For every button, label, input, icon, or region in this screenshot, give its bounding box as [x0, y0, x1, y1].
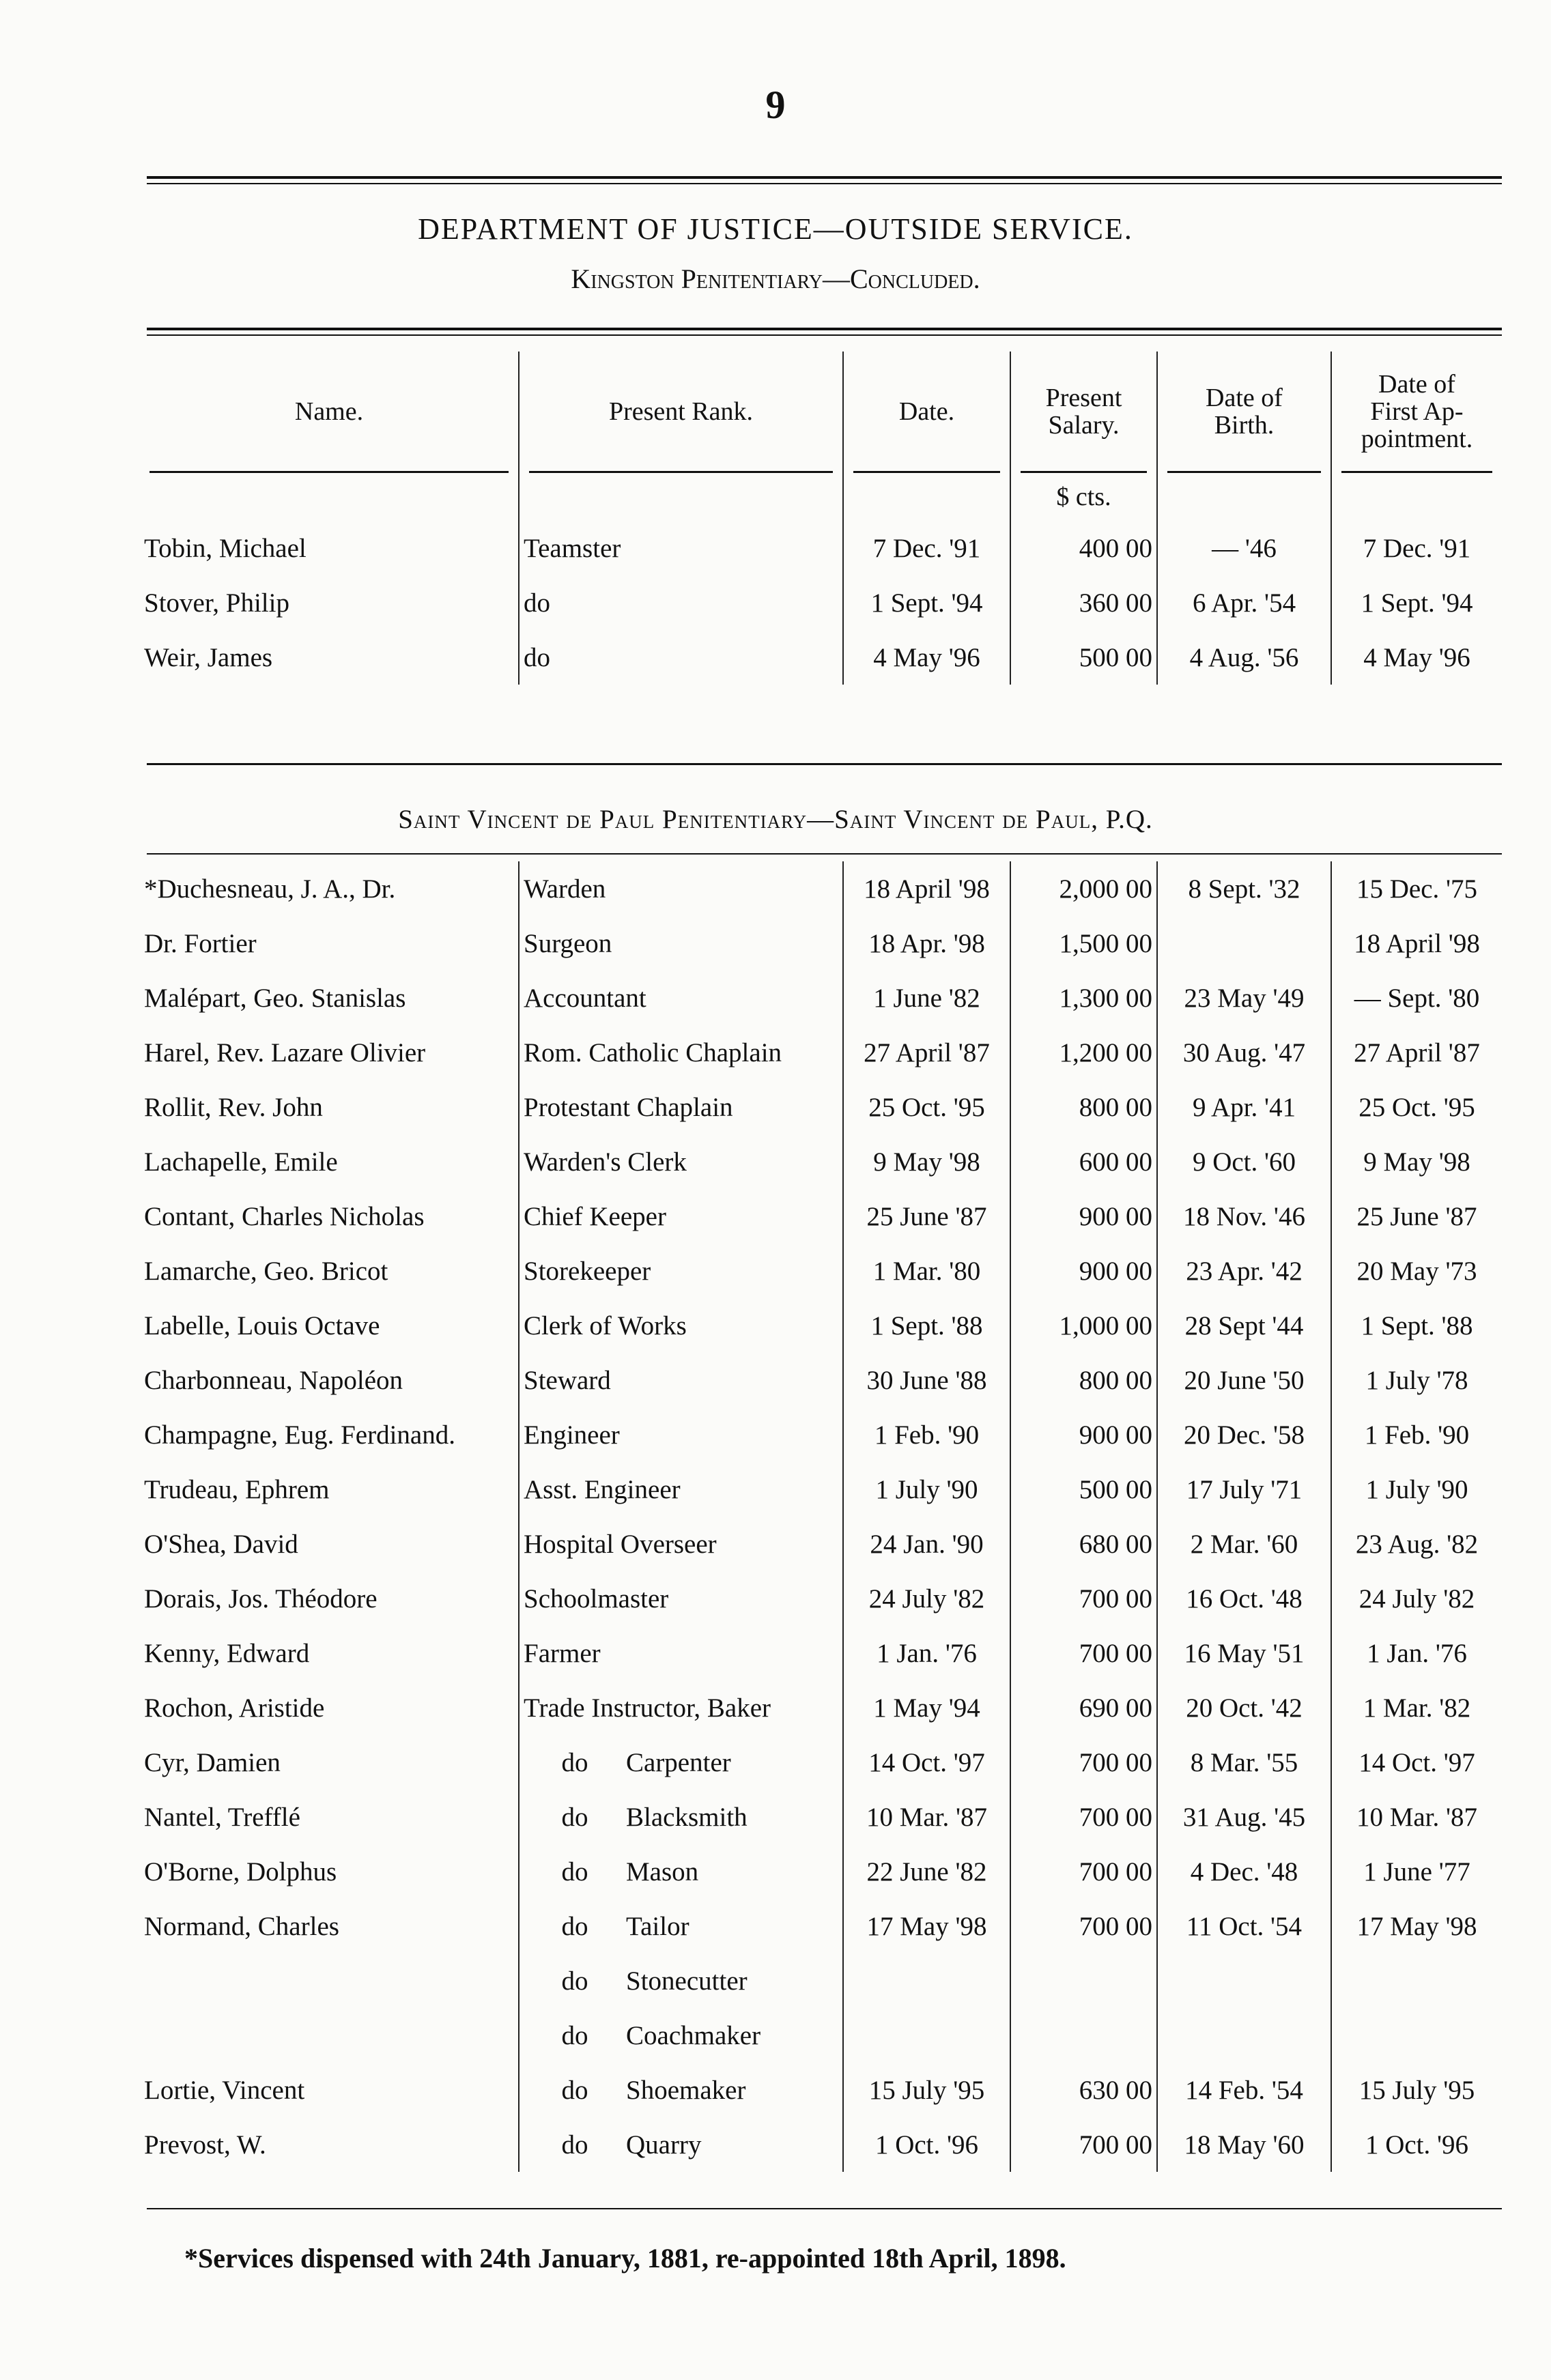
kingston-rows: [140, 521, 1502, 685]
rank-cell: do: [519, 630, 843, 685]
salary-cell: 400 00: [1010, 521, 1157, 575]
birth-cell: 20 June '50: [1157, 1353, 1331, 1407]
appointment-cell: 1 Oct. '96: [1331, 2117, 1502, 2172]
salary-cell: [1010, 1953, 1157, 2008]
salary-cell: 500 00: [1010, 630, 1157, 685]
svdp-table: [140, 861, 1502, 2172]
col-header-name: Name.: [294, 397, 364, 426]
rank-cell: Farmer: [519, 1626, 843, 1680]
rank-cell: [519, 2117, 843, 2172]
rank-trade: Coachmaker: [626, 2020, 761, 2050]
rank-trade: Quarry: [626, 2130, 702, 2160]
rank-cell: [519, 1844, 843, 1899]
birth-cell: 17 July '71: [1157, 1462, 1331, 1517]
salary-cell: 700 00: [1010, 1844, 1157, 1899]
top-rule-thick: [147, 176, 1502, 179]
birth-cell: 20 Oct. '42: [1157, 1680, 1331, 1735]
date-cell: 1 Feb. '90: [843, 1407, 1010, 1462]
name-cell: Normand, Charles: [144, 1911, 339, 1941]
date-cell: 1 July '90: [843, 1462, 1010, 1517]
table-row: [140, 1134, 1502, 1189]
name-cell: O'Shea, David: [144, 1529, 298, 1559]
rank-cell: Warden: [519, 861, 843, 916]
kingston-table: [140, 352, 1502, 685]
name-cell: Lamarche, Geo. Bricot: [144, 1256, 388, 1286]
table-row: [140, 2117, 1502, 2172]
appointment-cell: 1 Sept. '88: [1331, 1298, 1502, 1353]
salary-cell: 1,000 00: [1010, 1298, 1157, 1353]
appointment-cell: 15 Dec. '75: [1331, 861, 1502, 916]
appointment-cell: 20 May '73: [1331, 1244, 1502, 1298]
rank-ditto: do: [561, 2075, 588, 2105]
birth-header-line2: Birth.: [1214, 410, 1275, 440]
salary-cell: 700 00: [1010, 1571, 1157, 1626]
col-header-birth: [1157, 352, 1331, 471]
salary-cell: 1,300 00: [1010, 971, 1157, 1025]
table-row: [140, 2008, 1502, 2063]
appointment-cell: 1 July '78: [1331, 1353, 1502, 1407]
salary-cell: 800 00: [1010, 1353, 1157, 1407]
appointment-cell: 10 Mar. '87: [1331, 1790, 1502, 1844]
birth-cell: 18 Nov. '46: [1157, 1189, 1331, 1244]
date-cell: 1 Sept. '88: [843, 1298, 1010, 1353]
rank-ditto: do: [561, 1966, 588, 1996]
footnote: *Services dispensed with 24th January, 1881, re-appointed 18th April, 1898.: [184, 2243, 1066, 2274]
rank-cell: do: [519, 575, 843, 630]
name-cell: Champagne, Eug. Ferdinand.: [144, 1420, 455, 1450]
name-cell: Rollit, Rev. John: [144, 1092, 323, 1122]
name-cell: Nantel, Trefflé: [144, 1802, 300, 1832]
rank-ditto: do: [561, 1856, 588, 1887]
birth-cell: [1157, 2008, 1331, 2063]
name-cell: Cyr, Damien: [144, 1747, 281, 1777]
name-cell: Kenny, Edward: [144, 1638, 310, 1668]
birth-cell: 6 Apr. '54: [1157, 575, 1331, 630]
date-cell: 24 July '82: [843, 1571, 1010, 1626]
birth-cell: 8 Mar. '55: [1157, 1735, 1331, 1790]
salary-cell: 700 00: [1010, 1790, 1157, 1844]
date-cell: 15 July '95: [843, 2063, 1010, 2117]
salary-cell: 630 00: [1010, 2063, 1157, 2117]
rank-cell: [519, 1953, 843, 2008]
table-row: [140, 971, 1502, 1025]
appointment-cell: 1 Mar. '82: [1331, 1680, 1502, 1735]
salary-units: $ cts.: [1010, 473, 1157, 521]
svdp-top-rule: [147, 853, 1502, 855]
date-cell: 24 Jan. '90: [843, 1517, 1010, 1571]
name-cell: Trudeau, Ephrem: [144, 1474, 330, 1504]
salary-cell: 700 00: [1010, 1626, 1157, 1680]
appointment-cell: 25 Oct. '95: [1331, 1080, 1502, 1134]
rank-cell: Trade Instructor, Baker: [519, 1680, 843, 1735]
table-row: [140, 1189, 1502, 1244]
table-row: [140, 861, 1502, 916]
appointment-cell: 17 May '98: [1331, 1899, 1502, 1953]
name-cell: *Duchesneau, J. A., Dr.: [144, 874, 396, 904]
appointment-cell: 24 July '82: [1331, 1571, 1502, 1626]
rank-cell: [519, 2063, 843, 2117]
salary-cell: 900 00: [1010, 1407, 1157, 1462]
rank-trade: Blacksmith: [626, 1802, 748, 1832]
col-header-salary: [1010, 352, 1157, 471]
rank-ditto: do: [561, 1802, 588, 1832]
date-cell: 14 Oct. '97: [843, 1735, 1010, 1790]
rank-cell: Protestant Chaplain: [519, 1080, 843, 1134]
table-row: [140, 1517, 1502, 1571]
table-row: [140, 1735, 1502, 1790]
rank-cell: Asst. Engineer: [519, 1462, 843, 1517]
bottom-rule: [147, 2208, 1502, 2209]
date-cell: 1 Jan. '76: [843, 1626, 1010, 1680]
birth-cell: 9 Oct. '60: [1157, 1134, 1331, 1189]
appointment-cell: 14 Oct. '97: [1331, 1735, 1502, 1790]
page-subtitle: Kingston Penitentiary—Concluded.: [571, 263, 980, 294]
date-cell: 7 Dec. '91: [843, 521, 1010, 575]
salary-cell: 1,200 00: [1010, 1025, 1157, 1080]
appointment-cell: 1 Feb. '90: [1331, 1407, 1502, 1462]
birth-cell: 23 Apr. '42: [1157, 1244, 1331, 1298]
birth-cell: 8 Sept. '32: [1157, 861, 1331, 916]
name-cell: Prevost, W.: [144, 2130, 266, 2160]
salary-cell: 360 00: [1010, 575, 1157, 630]
date-cell: 27 April '87: [843, 1025, 1010, 1080]
table-row: [140, 1626, 1502, 1680]
date-cell: 1 Mar. '80: [843, 1244, 1010, 1298]
appointment-cell: 9 May '98: [1331, 1134, 1502, 1189]
rank-cell: Warden's Clerk: [519, 1134, 843, 1189]
salary-cell: 1,500 00: [1010, 916, 1157, 971]
table-row: [140, 1462, 1502, 1517]
name-cell: Dorais, Jos. Théodore: [144, 1583, 378, 1614]
rank-cell: Hospital Overseer: [519, 1517, 843, 1571]
salary-header-line1: Present: [1045, 383, 1122, 412]
date-cell: 22 June '82: [843, 1844, 1010, 1899]
rank-cell: Steward: [519, 1353, 843, 1407]
date-cell: 1 Sept. '94: [843, 575, 1010, 630]
top-rule-thin: [147, 183, 1502, 184]
appointment-cell: 1 July '90: [1331, 1462, 1502, 1517]
birth-header-line1: Date of: [1206, 383, 1283, 412]
date-cell: 10 Mar. '87: [843, 1790, 1010, 1844]
name-cell: Weir, James: [144, 642, 273, 672]
birth-cell: 28 Sept '44: [1157, 1298, 1331, 1353]
rank-trade: Shoemaker: [626, 2075, 746, 2105]
table-row: [140, 1080, 1502, 1134]
appointment-cell: 4 May '96: [1331, 630, 1502, 685]
rank-cell: Storekeeper: [519, 1244, 843, 1298]
salary-cell: 800 00: [1010, 1080, 1157, 1134]
table-row: [140, 1353, 1502, 1407]
birth-cell: 23 May '49: [1157, 971, 1331, 1025]
date-cell: 17 May '98: [843, 1899, 1010, 1953]
date-cell: 1 June '82: [843, 971, 1010, 1025]
rank-cell: Engineer: [519, 1407, 843, 1462]
appointment-cell: 1 Jan. '76: [1331, 1626, 1502, 1680]
name-cell: Lortie, Vincent: [144, 2075, 305, 2105]
salary-cell: 700 00: [1010, 2117, 1157, 2172]
birth-cell: 4 Dec. '48: [1157, 1844, 1331, 1899]
name-cell: Lachapelle, Emile: [144, 1147, 338, 1177]
salary-cell: 600 00: [1010, 1134, 1157, 1189]
table-row: [140, 1407, 1502, 1462]
appointment-cell: 23 Aug. '82: [1331, 1517, 1502, 1571]
appointment-cell: 25 June '87: [1331, 1189, 1502, 1244]
rank-cell: [519, 1790, 843, 1844]
salary-cell: 680 00: [1010, 1517, 1157, 1571]
name-cell: Harel, Rev. Lazare Olivier: [144, 1037, 426, 1067]
name-cell: Contant, Charles Nicholas: [144, 1201, 425, 1231]
birth-cell: [1157, 916, 1331, 971]
name-cell: Tobin, Michael: [144, 533, 307, 563]
appointment-cell: 1 Sept. '94: [1331, 575, 1502, 630]
table-row: [140, 1571, 1502, 1626]
name-cell: [140, 1953, 519, 2008]
salary-cell: 690 00: [1010, 1680, 1157, 1735]
table-row: [140, 521, 1502, 575]
appointment-cell: 15 July '95: [1331, 2063, 1502, 2117]
svdp-rows: [140, 861, 1502, 2172]
birth-cell: 16 Oct. '48: [1157, 1571, 1331, 1626]
date-cell: 4 May '96: [843, 630, 1010, 685]
salary-cell: 900 00: [1010, 1189, 1157, 1244]
appointment-cell: — Sept. '80: [1331, 971, 1502, 1025]
rank-trade: Stonecutter: [626, 1966, 748, 1996]
page-number: 9: [765, 83, 786, 127]
appointment-cell: [1331, 1953, 1502, 2008]
birth-cell: 9 Apr. '41: [1157, 1080, 1331, 1134]
date-cell: 18 April '98: [843, 861, 1010, 916]
salary-cell: 2,000 00: [1010, 861, 1157, 916]
birth-cell: 14 Feb. '54: [1157, 2063, 1331, 2117]
date-cell: [843, 2008, 1010, 2063]
name-cell: Malépart, Geo. Stanislas: [144, 983, 406, 1013]
header-rule-thick: [147, 328, 1502, 330]
table-row: [140, 1953, 1502, 2008]
birth-cell: 20 Dec. '58: [1157, 1407, 1331, 1462]
date-cell: 30 June '88: [843, 1353, 1010, 1407]
rank-cell: Rom. Catholic Chaplain: [519, 1025, 843, 1080]
date-cell: 1 May '94: [843, 1680, 1010, 1735]
units-row: [140, 473, 1502, 521]
table-row: [140, 575, 1502, 630]
rank-cell: Teamster: [519, 521, 843, 575]
rank-trade: Mason: [626, 1856, 699, 1887]
name-cell: Stover, Philip: [144, 588, 289, 618]
table-row: [140, 1244, 1502, 1298]
salary-cell: [1010, 2008, 1157, 2063]
date-cell: 25 Oct. '95: [843, 1080, 1010, 1134]
rank-ditto: do: [561, 2020, 588, 2050]
salary-cell: 700 00: [1010, 1899, 1157, 1953]
birth-cell: 11 Oct. '54: [1157, 1899, 1331, 1953]
appt-header-line3: pointment.: [1361, 424, 1473, 453]
appt-header-line1: Date of: [1378, 369, 1455, 399]
name-cell: O'Borne, Dolphus: [144, 1856, 337, 1887]
table-row: [140, 1844, 1502, 1899]
table-row: [140, 1790, 1502, 1844]
birth-cell: 31 Aug. '45: [1157, 1790, 1331, 1844]
section-rule: [147, 763, 1502, 765]
date-cell: 18 Apr. '98: [843, 916, 1010, 971]
page-title: DEPARTMENT OF JUSTICE—OUTSIDE SERVICE.: [418, 212, 1133, 246]
table-row: [140, 1025, 1502, 1080]
date-cell: 1 Oct. '96: [843, 2117, 1010, 2172]
rank-cell: [519, 1735, 843, 1790]
rank-cell: Surgeon: [519, 916, 843, 971]
rank-cell: Schoolmaster: [519, 1571, 843, 1626]
birth-cell: 30 Aug. '47: [1157, 1025, 1331, 1080]
birth-cell: 16 May '51: [1157, 1626, 1331, 1680]
appointment-cell: 18 April '98: [1331, 916, 1502, 971]
col-header-rank: Present Rank.: [519, 352, 843, 471]
rank-cell: Accountant: [519, 971, 843, 1025]
birth-cell: 2 Mar. '60: [1157, 1517, 1331, 1571]
name-cell: [140, 2008, 519, 2063]
header-rule-thin: [147, 334, 1502, 336]
name-cell: Labelle, Louis Octave: [144, 1310, 380, 1340]
appointment-cell: 27 April '87: [1331, 1025, 1502, 1080]
appointment-cell: 7 Dec. '91: [1331, 521, 1502, 575]
birth-cell: [1157, 1953, 1331, 2008]
name-cell: Dr. Fortier: [144, 928, 257, 958]
salary-cell: 500 00: [1010, 1462, 1157, 1517]
rank-trade: Tailor: [626, 1911, 689, 1941]
rank-cell: Clerk of Works: [519, 1298, 843, 1353]
rank-ditto: do: [561, 1911, 588, 1941]
col-header-date: Date.: [843, 352, 1010, 471]
name-cell: Rochon, Aristide: [144, 1693, 325, 1723]
salary-header-line2: Salary.: [1048, 410, 1120, 440]
date-cell: [843, 1953, 1010, 2008]
rank-ditto: do: [561, 2130, 588, 2160]
birth-cell: 18 May '60: [1157, 2117, 1331, 2172]
birth-cell: 4 Aug. '56: [1157, 630, 1331, 685]
section-title-svdp: Saint Vincent de Paul Penitentiary—Saint Vincent de Paul, P.Q.: [398, 805, 1153, 834]
table-row: [140, 1298, 1502, 1353]
rank-trade: Carpenter: [626, 1747, 731, 1777]
table-row: [140, 1680, 1502, 1735]
name-cell: Charbonneau, Napoléon: [144, 1365, 403, 1395]
appointment-cell: [1331, 2008, 1502, 2063]
col-header-appointment: [1331, 352, 1502, 471]
rank-cell: Chief Keeper: [519, 1189, 843, 1244]
table-header-row: [140, 352, 1502, 471]
table-row: [140, 630, 1502, 685]
salary-cell: 900 00: [1010, 1244, 1157, 1298]
table-row: [140, 2063, 1502, 2117]
rank-ditto: do: [561, 1747, 588, 1777]
appointment-cell: 1 June '77: [1331, 1844, 1502, 1899]
table-row: [140, 916, 1502, 971]
rank-cell: [519, 1899, 843, 1953]
birth-cell: — '46: [1157, 521, 1331, 575]
salary-cell: 700 00: [1010, 1735, 1157, 1790]
rank-cell: [519, 2008, 843, 2063]
table-row: [140, 1899, 1502, 1953]
appt-header-line2: First Ap-: [1370, 397, 1464, 426]
date-cell: 25 June '87: [843, 1189, 1010, 1244]
date-cell: 9 May '98: [843, 1134, 1010, 1189]
